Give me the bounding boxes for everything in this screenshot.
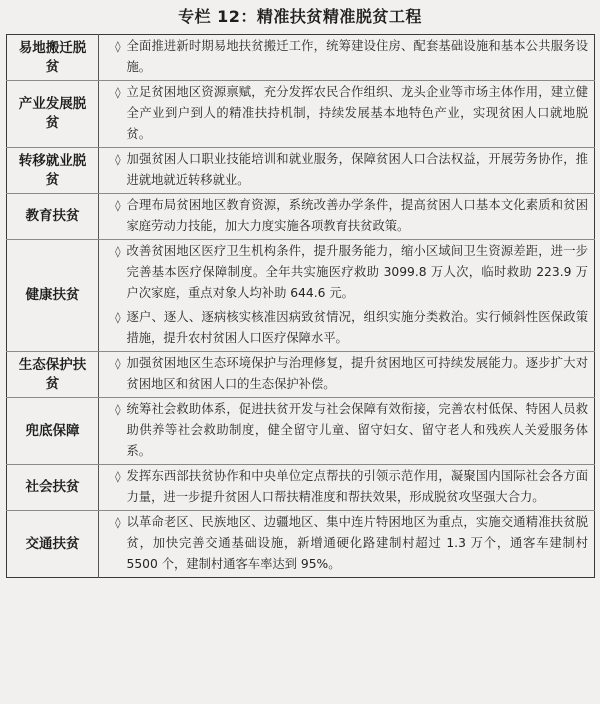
table-row — [7, 352, 595, 398]
row-description: 加强贫困人口职业技能培训和就业服务，保障贫困人口合法权益，开展劳务协作，推进就地就近转移就业。 — [125, 148, 595, 194]
row-category: 生态保护扶贫 — [7, 352, 99, 398]
row-category: 健康扶贫 — [7, 240, 99, 352]
row-description: 以革命老区、民族地区、边疆地区、集中连片特困地区为重点，实施交通精准扶贫脱贫，加快完善交通基础设施，新增通硬化路建制村超过 1.3 万个，通客车建制村 5500 个，建制村通客车率达到 95%。 — [126, 515, 588, 571]
table-row — [7, 194, 595, 240]
poverty-projects-table — [6, 34, 595, 578]
row-category: 转移就业脱贫 — [7, 148, 99, 194]
table-row — [7, 511, 595, 578]
table-row — [7, 240, 595, 307]
row-category: 社会扶贫 — [7, 465, 99, 511]
bullet-icon: ◊ — [115, 245, 121, 258]
bullet-icon: ◊ — [99, 148, 125, 194]
row-category: 教育扶贫 — [7, 194, 99, 240]
bullet-icon: ◊ — [99, 35, 125, 81]
row-description: 逐户、逐人、逐病核实核准因病致贫情况，组织实施分类救治。实行倾斜性医保政策措施，提升农村贫困人口医疗保障水平。 — [125, 306, 595, 352]
row-description: 发挥东西部扶贫协作和中央单位定点帮扶的引领示范作用，凝聚国内国际社会各方面力量，进一步提升贫困人口帮扶精准度和帮扶效果，形成脱贫攻坚强大合力。 — [125, 465, 595, 511]
row-category: 兜底保障 — [7, 398, 99, 465]
bullet-icon: ◊ — [99, 352, 125, 398]
bullet-icon: ◊ — [115, 516, 121, 529]
row-description: 立足贫困地区资源禀赋，充分发挥农民合作组织、龙头企业等市场主体作用，建立健全产业到户到人的精准扶持机制，持续发展基本地特色产业，实现贫困人口就地脱贫。 — [125, 81, 595, 148]
table-row — [7, 465, 595, 511]
bullet-icon: ◊ — [99, 306, 125, 352]
bullet-icon: ◊ — [99, 398, 125, 465]
bullet-icon: ◊ — [99, 465, 125, 511]
row-description: 统筹社会救助体系，促进扶贫开发与社会保障有效衔接，完善农村低保、特困人员救助供养等社会救助制度，健全留守儿童、留守妇女、留守老人和残疾人关爱服务体系。 — [125, 398, 595, 465]
row-category: 交通扶贫 — [7, 511, 99, 578]
table-row — [7, 35, 595, 81]
table-row — [7, 148, 595, 194]
row-description: 合理布局贫困地区教育资源，系统改善办学条件，提高贫困人口基本文化素质和贫困家庭劳动力技能，加大力度实施各项教育扶贫政策。 — [125, 194, 595, 240]
bullet-icon: ◊ — [99, 81, 125, 148]
row-category: 易地搬迁脱贫 — [7, 35, 99, 81]
table-row — [7, 398, 595, 465]
column-title: 专栏 12：精准扶贫精准脱贫工程 — [178, 7, 422, 26]
table-row — [7, 81, 595, 148]
row-description: 全面推进新时期易地扶贫搬迁工作，统筹建设住房、配套基础设施和基本公共服务设施。 — [125, 35, 595, 81]
row-description: 改善贫困地区医疗卫生机构条件，提升服务能力，缩小区域间卫生资源差距，进一步完善基本医疗保障制度。全年共实施医疗救助 3099.8 万人次，临时救助 223.9 万户次家庭，重点对象人均补助 644.6 元。 — [126, 244, 588, 300]
row-description: 加强贫困地区生态环境保护与治理修复，提升贫困地区可持续发展能力。逐步扩大对贫困地区和贫困人口的生态保护补偿。 — [125, 352, 595, 398]
row-category: 产业发展脱贫 — [7, 81, 99, 148]
bullet-icon: ◊ — [99, 194, 125, 240]
